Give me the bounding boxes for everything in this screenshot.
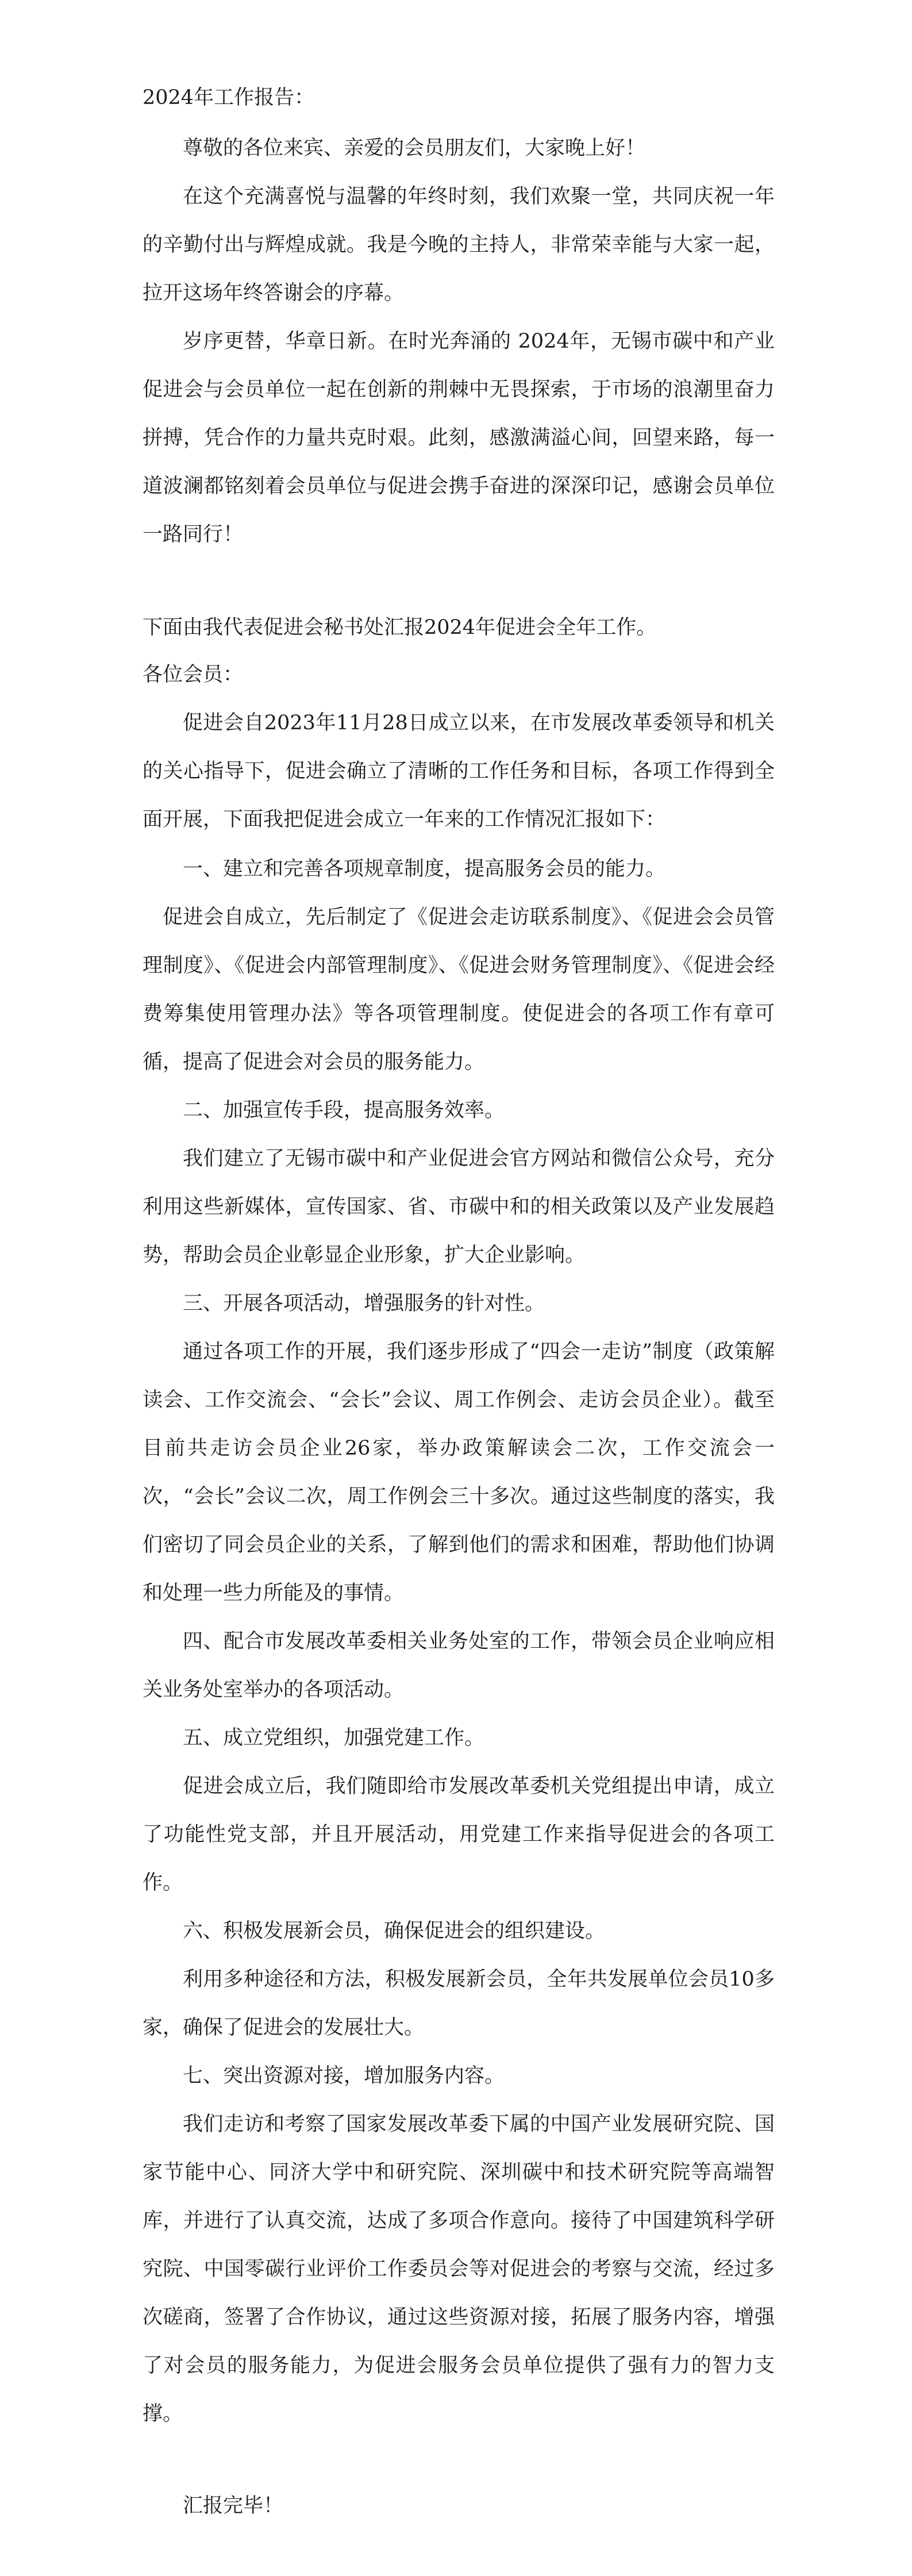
section-3-title: 三、开展各项活动，增强服务的针对性。 [183,1292,545,1315]
section-4-title: 四、配合市发展改革委相关业务处室的工作，带领会员企业响应相关业务处室举办的各项活动。 [143,1630,775,1701]
section-1-title: 一、建立和完善各项规章制度，提高服务会员的能力。 [183,858,666,881]
intro-paragraph-2: 岁序更替，华章日新。在时光奔涌的 2024年，无锡市碳中和产业促进会与会员单位一起在创新的荆棘中无畏探索，于市场的浪潮里奋力拼搏，凭合作的力量共克时艰。此刻，感激满溢心间，回望来路，每一道波澜都铭刻着会员单位与促进会携手奋进的深深印记，感谢会员单位一路同行！ [143,330,775,546]
section-6-title: 六、积极发展新会员，确保促进会的组织建设。 [183,1920,606,1943]
salutation-line: 各位会员： [143,663,244,686]
overview-paragraph: 促进会自2023年11月28日成立以来，在市发展改革委领导和机关的关心指导下，促进会确立了清晰的工作任务和目标，各项工作得到全面开展，下面我把促进会成立一年来的工作情况汇报如下： [143,712,775,831]
section-2-body: 我们建立了无锡市碳中和产业促进会官方网站和微信公众号，充分利用这些新媒体，宣传国家、省、市碳中和的相关政策以及产业发展趋势，帮助会员企业彰显企业形象，扩大企业影响。 [143,1147,775,1267]
section-1-body: 促进会自成立，先后制定了《促进会走访联系制度》、《促进会会员管理制度》、《促进会内部管理制度》、《促进会财务管理制度》、《促进会经费筹集使用管理办法》等各项管理制度。使促进会的各项工作有章可循，提高了促进会对会员的服务能力。 [143,906,775,1074]
closing-line: 汇报完毕！ [183,2494,284,2517]
section-2-title: 二、加强宣传手段，提高服务效率。 [183,1099,505,1122]
section-5-title: 五、成立党组织，加强党建工作。 [183,1727,485,1750]
intro-paragraph-1: 在这个充满喜悦与温馨的年终时刻，我们欢聚一堂，共同庆祝一年的辛勤付出与辉煌成就。我是今晚的主持人，非常荣幸能与大家一起，拉开这场年终答谢会的序幕。 [143,185,775,305]
section-7-body: 我们走访和考察了国家发展改革委下属的中国产业发展研究院、国家节能中心、同济大学中和研究院、深圳碳中和技术研究院等高端智库，并进行了认真交流，达成了多项合作意向。接待了中国建筑科学研究院、中国零碳行业评价工作委员会等对促进会的考察与交流，经过多次磋商，签署了合作协议，通过这些资源对接，拓展了服务内容，增强了对会员的服务能力，为促进会服务会员单位提供了强有力的智力支撑。 [143,2113,775,2425]
transition-line: 下面由我代表促进会秘书处汇报2024年促进会全年工作。 [143,616,657,639]
section-3-body: 通过各项工作的开展，我们逐步形成了“四会一走访”制度（政策解读会、工作交流会、“会长”会议、周工作例会、走访会员企业）。截至目前共走访会员企业26家，举办政策解读会二次，工作交流会一次，“会长”会议二次，周工作例会三十多次。通过这些制度的落实，我们密切了同会员企业的关系，了解到他们的需求和困难，帮助他们协调和处理一些力所能及的事情。 [143,1340,775,1605]
section-7-title: 七、突出资源对接，增加服务内容。 [183,2064,505,2087]
section-6-body: 利用多种途径和方法，积极发展新会员，全年共发展单位会员10多家，确保了促进会的发展壮大。 [143,1968,775,2039]
report-heading: 2024年工作报告： [143,86,315,109]
greeting-paragraph: 尊敬的各位来宾、亲爱的会员朋友们，大家晚上好！ [183,137,646,160]
section-5-body: 促进会成立后，我们随即给市发展改革委机关党组提出申请，成立了功能性党支部，并且开展活动，用党建工作来指导促进会的各项工作。 [143,1775,775,1894]
